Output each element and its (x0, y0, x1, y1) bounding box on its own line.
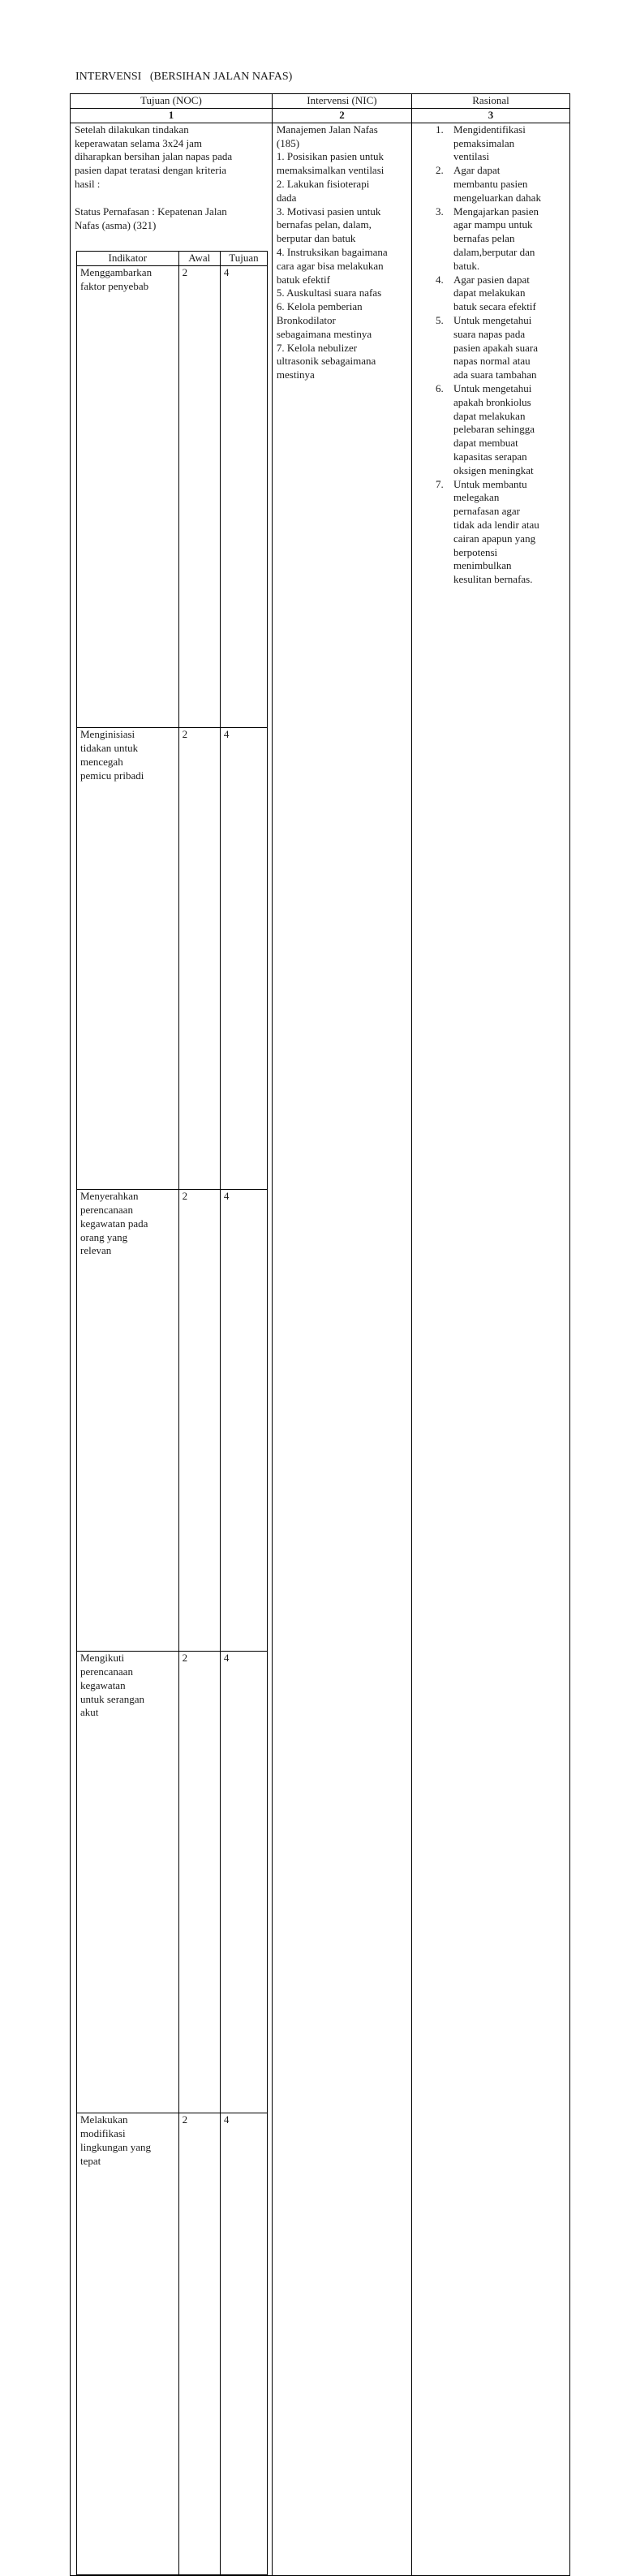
rasional-line: suara napas pada (453, 327, 526, 340)
rasional-number: 7. (436, 477, 444, 490)
indicator-header-row (77, 252, 268, 266)
indicator-label (77, 266, 179, 728)
indicator-line: lingkungan yang (80, 2140, 152, 2153)
nic-line: 5. Auskultasi suara nafas (276, 286, 382, 299)
indicator-line: Menggambarkan (80, 266, 153, 279)
nic-line: Bronkodilator (276, 313, 336, 326)
indicator-line: akut (80, 1706, 99, 1719)
content-row (71, 123, 570, 2575)
indicator-row (77, 1652, 268, 2113)
indicator-row (77, 2113, 268, 2575)
indicator-line: Menyerahkan (80, 1190, 139, 1203)
noc-intro-line: pasien dapat teratasi dengan kriteria (75, 164, 226, 177)
rasional-cell (412, 123, 570, 2575)
page-title: INTERVENSI (BERSIHAN JALAN NAFAS) (75, 71, 293, 83)
rasional-line: ada suara tambahan (453, 368, 537, 381)
nic-line: batuk efektif (276, 273, 330, 286)
rasional-line: Agar dapat (453, 164, 501, 177)
header-rasional: Rasional (412, 94, 570, 109)
indicator-label (77, 1652, 179, 2113)
rasional-line: Untuk mengetahui (453, 313, 532, 326)
intervention-table (70, 93, 570, 2576)
indicator-line: mencegah (80, 755, 123, 768)
rasional-number: 2. (436, 164, 444, 177)
indicator-line: perencanaan (80, 1203, 133, 1216)
noc-cell (71, 123, 273, 2575)
rasional-line: oksigen meningkat (453, 463, 534, 476)
tujuan-value: 4 (220, 1652, 267, 2113)
tujuan-value: 4 (220, 728, 267, 1190)
rasional-line: dalam,berputar dan (453, 245, 535, 258)
rasional-line: membantu pasien (453, 177, 528, 190)
rasional-line: pemaksimalan (453, 136, 515, 149)
rasional-number: 3. (436, 205, 444, 218)
awal-value: 2 (178, 728, 220, 1190)
rasional-line: agar mampu untuk (453, 218, 533, 231)
rasional-line: Mengidentifikasi (453, 123, 526, 136)
indicator-label (77, 728, 179, 1190)
rasional-item (416, 478, 565, 587)
indicator-line: kegawatan pada (80, 1217, 148, 1230)
awal-value: 2 (178, 1652, 220, 2113)
indicator-label (77, 1190, 179, 1652)
rasional-line: dapat melakukan (453, 286, 526, 299)
rasional-line: napas normal atau (453, 355, 531, 368)
noc-status-line: Status Pernafasan : Kepatenan Jalan (75, 205, 227, 218)
indicator-label (77, 2113, 179, 2575)
awal-value: 2 (178, 2113, 220, 2575)
column-number-1: 1 (71, 109, 273, 123)
rasional-item (416, 205, 565, 274)
awal-value: 2 (178, 1190, 220, 1652)
indicator-row (77, 1190, 268, 1652)
tujuan-value: 4 (220, 1190, 267, 1652)
nic-line: 2. Lakukan fisioterapi (276, 177, 370, 190)
rasional-line: cairan apapun yang (453, 532, 536, 545)
rasional-line: dapat melakukan (453, 409, 526, 422)
indicator-line: Mengikuti (80, 1652, 125, 1665)
rasional-item (416, 274, 565, 314)
indicator-line: untuk serangan (80, 1692, 145, 1705)
rasional-line: pasien apakah suara (453, 341, 538, 354)
indicator-line: tepat (80, 2154, 101, 2167)
rasional-number: 5. (436, 313, 444, 326)
nic-line: (185) (276, 136, 300, 149)
nic-line: sebagaimana mestinya (276, 327, 372, 340)
rasional-line: Untuk mengetahui (453, 381, 532, 394)
rasional-line: Untuk membantu (453, 477, 527, 490)
rasional-line: dapat membuat (453, 437, 518, 450)
column-number-row (71, 109, 570, 123)
awal-value: 2 (178, 266, 220, 728)
rasional-line: kapasitas serapan (453, 450, 527, 463)
noc-intro-line: keperawatan selama 3x24 jam (75, 136, 203, 149)
rasional-line: batuk secara efektif (453, 300, 536, 313)
indicator-row (77, 266, 268, 728)
nic-line: 7. Kelola nebulizer (276, 341, 358, 354)
indicator-line: kegawatan (80, 1678, 126, 1691)
rasional-number: 4. (436, 273, 444, 286)
awal-header: Awal (178, 252, 220, 266)
nic-line: 1. Posisikan pasien untuk (276, 150, 385, 163)
indicator-line: relevan (80, 1244, 112, 1257)
rasional-item (416, 382, 565, 478)
rasional-line: ventilasi (453, 150, 490, 163)
indicator-line: pemicu pribadi (80, 769, 144, 782)
noc-intro (75, 123, 268, 192)
indicator-line: modifikasi (80, 2126, 126, 2139)
rasional-line: melegakan (453, 491, 500, 504)
nic-line: cara agar bisa melakukan (276, 259, 384, 272)
indicator-line: tidakan untuk (80, 741, 139, 754)
column-number-3: 3 (412, 109, 570, 123)
indicator-row (77, 728, 268, 1190)
rasional-item (416, 164, 565, 205)
rasional-line: apakah bronkiolus (453, 395, 531, 408)
rasional-line: kesulitan bernafas. (453, 573, 533, 586)
header-row (71, 94, 570, 109)
rasional-line: pernafasan agar (453, 505, 520, 518)
column-number-2: 2 (272, 109, 411, 123)
header-noc: Tujuan (NOC) (71, 94, 273, 109)
rasional-number: 1. (436, 123, 444, 136)
nic-line: 6. Kelola pemberian (276, 300, 363, 313)
rasional-line: Mengajarkan pasien (453, 205, 539, 218)
rasional-line: berpotensi (453, 545, 498, 558)
rasional-line: pelebaran sehingga (453, 423, 535, 436)
noc-status-line: Nafas (asma) (321) (75, 218, 157, 231)
tujuan-header: Tujuan (220, 252, 267, 266)
rasional-line: menimbulkan (453, 559, 512, 572)
nic-cell (272, 123, 411, 2575)
nic-line: dada (276, 191, 297, 204)
nic-line: memaksimalkan ventilasi (276, 164, 385, 177)
noc-intro-line: diharapkan bersihan jalan napas pada (75, 150, 233, 163)
tujuan-value: 4 (220, 2113, 267, 2575)
indicator-line: faktor penyebab (80, 279, 149, 292)
indicator-line: perencanaan (80, 1665, 133, 1678)
indicator-table (76, 251, 268, 2575)
rasional-line: bernafas pelan (453, 232, 515, 245)
nic-line: Manajemen Jalan Nafas (276, 123, 378, 136)
rasional-number: 6. (436, 381, 444, 394)
nic-line: ultrasonik sebagaimana (276, 355, 376, 368)
rasional-list (416, 123, 565, 587)
noc-intro-line: Setelah dilakukan tindakan (75, 123, 189, 136)
rasional-line: Agar pasien dapat (453, 273, 530, 286)
rasional-line: mengeluarkan dahak (453, 191, 541, 204)
nic-line: mestinya (276, 368, 315, 381)
indicator-line: Melakukan (80, 2113, 128, 2126)
nic-line: bernafas pelan, dalam, (276, 218, 372, 231)
indicator-line: Menginisiasi (80, 728, 135, 741)
rasional-item (416, 314, 565, 382)
noc-intro-line: hasil : (75, 177, 101, 190)
header-nic: Intervensi (NIC) (272, 94, 411, 109)
rasional-line: tidak ada lendir atau (453, 518, 539, 531)
nic-line: berputar dan batuk (276, 232, 356, 245)
noc-status (75, 205, 268, 233)
indicator-line: orang yang (80, 1230, 128, 1243)
rasional-line: batuk. (453, 259, 480, 272)
tujuan-value: 4 (220, 266, 267, 728)
rasional-item (416, 123, 565, 164)
nic-line: 3. Motivasi pasien untuk (276, 205, 381, 218)
nic-line: 4. Instruksikan bagaimana (276, 245, 388, 258)
indicator-header: Indikator (77, 252, 179, 266)
